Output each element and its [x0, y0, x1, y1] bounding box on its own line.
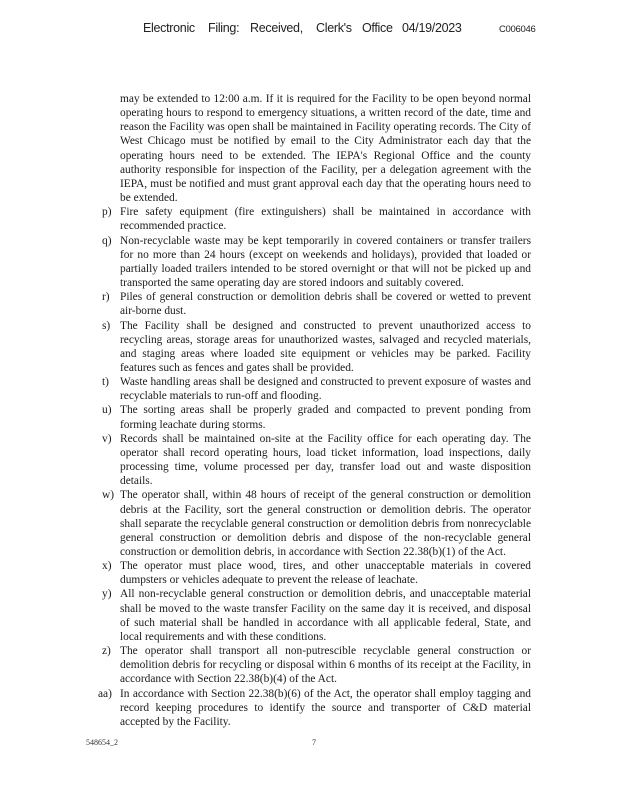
condition-item: [102, 234, 531, 291]
condition-text: Non-recyclable waste may be kept temporarily in covered containers or transfer trailers for no more than 24 hours (except on weekends and holidays), provided that loaded or partially loaded trailers intended to be stored overnight or that will not be picked up and transported the same operating day are stored indoors and suitably covered.: [120, 234, 531, 290]
condition-text: In accordance with Section 22.38(b)(6) of the Act, the operator shall employ tagging and record keeping procedures to identify the source and transporter of C&D material accepted by the Facility.: [120, 687, 531, 728]
condition-item: [102, 290, 531, 318]
condition-text: Fire safety equipment (fire extinguishers) shall be maintained in accordance with recommended practice.: [120, 206, 531, 233]
filing-date: 04/19/2023: [402, 21, 462, 35]
condition-text: Piles of general construction or demolition debris shall be covered or wetted to prevent air-borne dust.: [120, 291, 531, 318]
condition-label: p): [102, 206, 112, 219]
condition-item: [98, 687, 531, 729]
condition-label: y): [102, 588, 112, 601]
condition-label: v): [102, 432, 112, 445]
header-word: Office: [362, 21, 393, 35]
condition-item: [102, 587, 531, 644]
condition-label: s): [102, 319, 111, 332]
condition-item: [102, 644, 531, 686]
condition-label: q): [102, 234, 112, 247]
condition-item: [102, 375, 531, 403]
document-body: [98, 92, 531, 729]
condition-item: [102, 205, 531, 233]
condition-text: Waste handling areas shall be designed and constructed to prevent exposure of wastes and recyclable materials to run-off and flooding.: [120, 376, 531, 403]
condition-label: aa): [98, 687, 112, 700]
condition-text: The operator shall transport all non-putrescible recyclable general construction or demolition debris for recycling or disposal within 6 months of its receipt at the Facility, in accordance with Section 22.38(b)(4) of the Act.: [120, 645, 531, 686]
condition-item: [102, 319, 531, 376]
condition-item: [102, 403, 531, 431]
condition-label: r): [102, 291, 110, 304]
condition-label: t): [102, 376, 109, 389]
condition-text: Records shall be maintained on-site at the Facility office for each operating day. The operator shall record operating hours, load ticket information, load inspections, daily processing time, volume processed per day, transfer load out and waste disposition details.: [120, 432, 531, 488]
header-word: Electronic: [143, 21, 195, 35]
intro-paragraph: may be extended to 12:00 a.m. If it is required for the Facility to be open beyond normal operating hours to respond to emergency situations, a written record of the date, time and reason the Facility was open shall be maintained in Facility operating records. The City of West Chicago must be notified by email to the City Administrator each day that the operating hours need to be extended. The IEPA's Regional Office and the county authority responsible for inspection of the Facility, per a delegation agreement with the IEPA, must be notified and must grant approval each day that the operating hours need to be extended.: [120, 93, 531, 205]
document-code: C006046: [499, 24, 536, 35]
condition-item: [102, 559, 531, 587]
condition-label: z): [102, 645, 111, 658]
filing-stamp-header: [0, 21, 618, 39]
header-word: Filing:: [208, 21, 240, 35]
condition-text: The sorting areas shall be properly graded and compacted to prevent ponding from forming leachate during storms.: [120, 404, 531, 431]
page-number: 7: [312, 738, 316, 747]
condition-list: [98, 205, 531, 729]
header-word: Clerk's: [316, 21, 352, 35]
condition-text: All non-recyclable general construction or demolition debris, and unacceptable material shall be moved to the waste transfer Facility on the same day it is received, and disposal of such material shall be handled in accordance with all applicable federal, State, and local requirements and with these conditions.: [120, 588, 531, 643]
condition-label: w): [102, 489, 115, 502]
condition-label: x): [102, 560, 112, 573]
header-word: Received,: [250, 21, 303, 35]
condition-label: u): [102, 404, 112, 417]
condition-text: The operator must place wood, tires, and other unacceptable materials in covered dumpsters or vehicles adequate to prevent the release of leachate.: [120, 560, 531, 587]
condition-text: The Facility shall be designed and constructed to prevent unauthorized access to recycling areas, storage areas for unauthorized wastes, salvaged and recycled materials, and staging areas where loaded site equipment or vehicles may be parked. Facility features such as fences and gates shall be provided.: [120, 319, 531, 374]
condition-item: [102, 488, 531, 559]
condition-text: The operator shall, within 48 hours of receipt of the general construction or demolition debris at the Facility, sort the general construction or demolition debris. The operator shall separate the recyclable general construction or demolition debris from nonrecyclable general construction or demolition debris and dispose of the non-recyclable general construction or demolition debris, in accordance with Section 22.38(b)(1) of the Act.: [120, 489, 531, 558]
footer-doc-id: 548654_2: [86, 738, 118, 747]
condition-item: [102, 432, 531, 489]
